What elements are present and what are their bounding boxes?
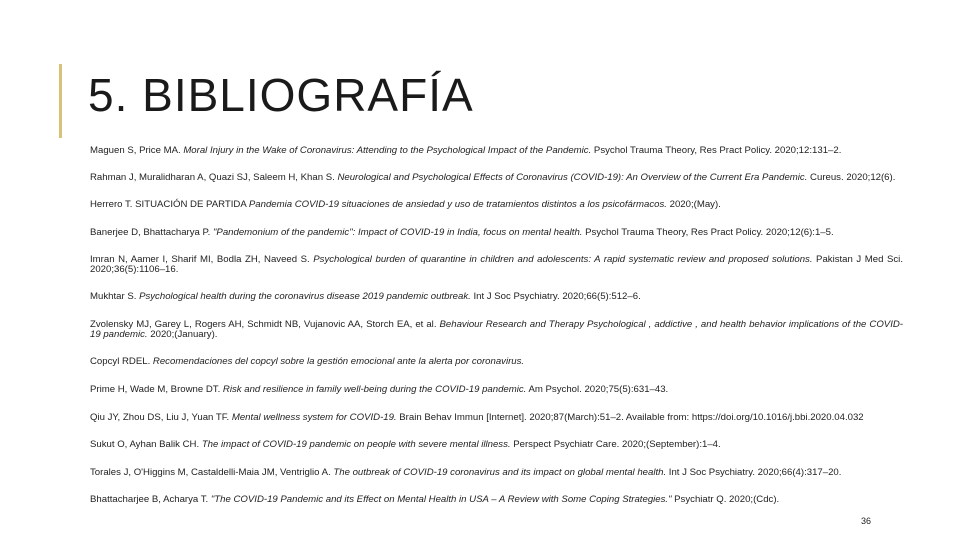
- reference-authors: Mukhtar S.: [90, 291, 140, 302]
- reference-item: [90, 413, 903, 423]
- reference-item: [90, 495, 903, 505]
- slide-title: 5. BIBLIOGRAFÍA: [88, 69, 474, 121]
- reference-item: [90, 255, 903, 275]
- reference-item: [90, 200, 903, 210]
- reference-authors: Imran N, Aamer I, Sharif MI, Bodla ZH, Naveed S.: [90, 254, 314, 265]
- reference-title: Risk and resilience in family well-being during the COVID-19 pandemic.: [222, 384, 527, 395]
- reference-title: Pandemia COVID-19 situaciones de ansiedad y uso de tratamientos distintos a los psicofármacos.: [248, 199, 667, 210]
- reference-source: Int J Soc Psychiatry. 2020;66(4):317–20.: [666, 467, 842, 478]
- reference-source: 2020;(January).: [147, 329, 218, 340]
- reference-authors: Sukut O, Ayhan Balik CH.: [90, 439, 202, 450]
- reference-source: Pakistan J Med Sci. 2020;36(5):1106–16.: [90, 254, 903, 275]
- reference-authors: Qiu JY, Zhou DS, Liu J, Yuan TF.: [90, 412, 232, 423]
- reference-authors: Rahman J, Muralidharan A, Quazi SJ, Saleem H, Khan S.: [90, 172, 338, 183]
- reference-authors: Banerjee D, Bhattacharya P.: [90, 227, 214, 238]
- reference-title: "Pandemonium of the pandemic": Impact of COVID-19 in India, focus on mental health.: [213, 227, 583, 238]
- reference-source: Psychol Trauma Theory, Res Pract Policy. 2020;12:131–2.: [591, 145, 842, 156]
- reference-source: Perspect Psychiatr Care. 2020;(September):1–4.: [510, 439, 721, 450]
- title-accent-bar: [59, 64, 62, 138]
- reference-item: [90, 440, 903, 450]
- reference-item: [90, 228, 903, 238]
- reference-title: Psychological burden of quarantine in children and adolescents: A rapid systematic review and proposed solutions.: [313, 254, 813, 265]
- reference-title: Moral Injury in the Wake of Coronavirus: Attending to the Psychological Impact of the Pandemic.: [183, 145, 592, 156]
- reference-title: Mental wellness system for COVID-19.: [231, 412, 397, 423]
- reference-item: [90, 292, 903, 302]
- reference-list: [90, 146, 903, 523]
- reference-title: Recomendaciones del copcyl sobre la gestión emocional ante la alerta por coronavirus.: [152, 356, 525, 367]
- reference-authors: Copcyl RDEL.: [90, 356, 153, 367]
- reference-source: Am Psychol. 2020;75(5):631–43.: [526, 384, 669, 395]
- reference-item: [90, 385, 903, 395]
- reference-authors: Prime H, Wade M, Browne DT.: [90, 384, 223, 395]
- reference-item: [90, 357, 903, 367]
- reference-authors: Herrero T. SITUACIÓN DE PARTIDA: [90, 199, 249, 210]
- reference-source: Psychiatr Q. 2020;(Cdc).: [671, 494, 780, 505]
- reference-authors: Bhattacharjee B, Acharya T.: [90, 494, 211, 505]
- reference-item: [90, 173, 903, 183]
- reference-authors: Torales J, O'Higgins M, Castaldelli-Maia JM, Ventriglio A.: [90, 467, 334, 478]
- reference-authors: Zvolensky MJ, Garey L, Rogers AH, Schmidt NB, Vujanovic AA, Storch EA, et al.: [90, 319, 440, 330]
- reference-title: "The COVID-19 Pandemic and its Effect on Mental Health in USA – A Review with Some Coping Strategies.": [210, 494, 672, 505]
- reference-source: Brain Behav Immun [Internet]. 2020;87(March):51–2. Available from: https://doi.org/10.1016/j.bbi.2020.04.032: [396, 412, 864, 423]
- reference-title: The impact of COVID-19 pandemic on people with severe mental illness.: [201, 439, 511, 450]
- reference-source: Cureus. 2020;12(6).: [807, 172, 896, 183]
- reference-authors: Maguen S, Price MA.: [90, 145, 184, 156]
- reference-source: Psychol Trauma Theory, Res Pract Policy. 2020;12(6):1–5.: [582, 227, 834, 238]
- reference-item: [90, 468, 903, 478]
- reference-title: Neurological and Psychological Effects of Coronavirus (COVID-19): An Overview of the Current Era Pandemic.: [337, 172, 808, 183]
- reference-title: The outbreak of COVID-19 coronavirus and its impact on global mental health.: [333, 467, 667, 478]
- reference-item: [90, 146, 903, 156]
- reference-title: Psychological health during the coronavirus disease 2019 pandemic outbreak.: [139, 291, 471, 302]
- page-number: 36: [861, 516, 872, 526]
- reference-item: [90, 320, 903, 340]
- reference-title: Behaviour Research and Therapy Psychological , addictive , and health behavior implications of the COVID-19 pandemic.: [90, 319, 903, 340]
- reference-source: Int J Soc Psychiatry. 2020;66(5):512–6.: [470, 291, 641, 302]
- reference-source: 2020;(May).: [666, 199, 721, 210]
